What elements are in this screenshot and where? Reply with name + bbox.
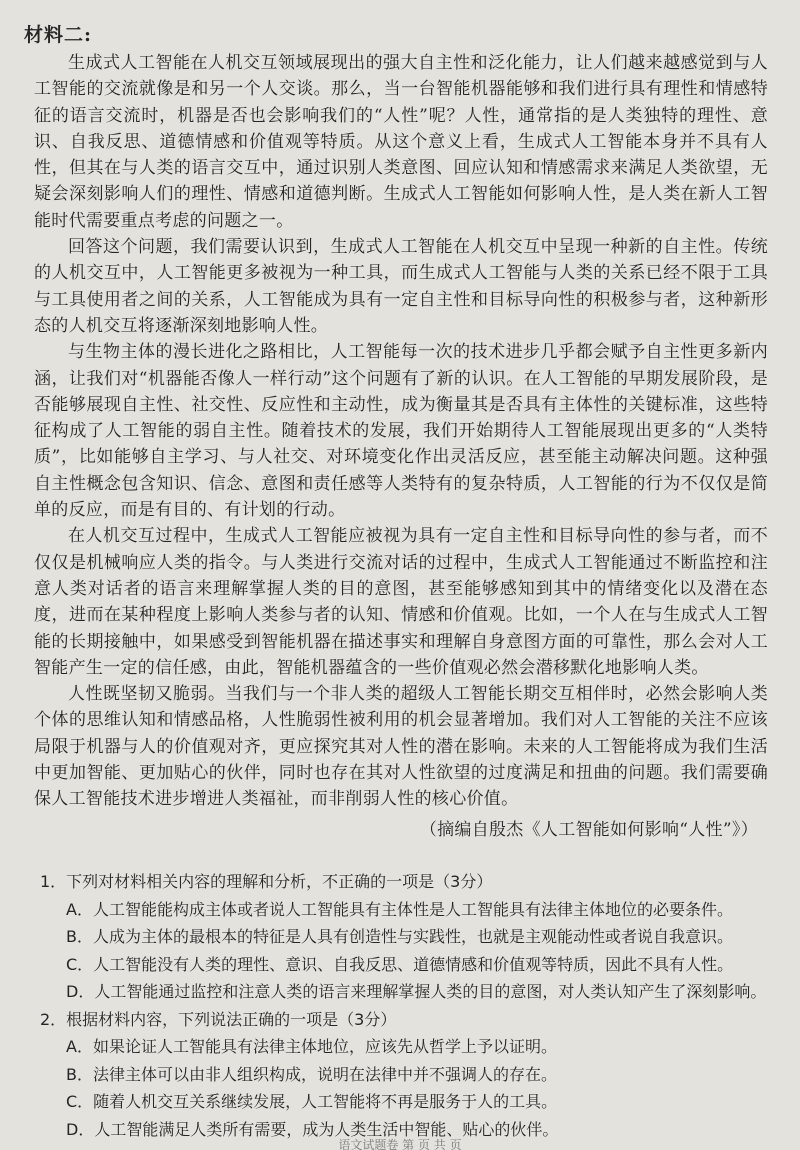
paragraph: 生成式人工智能在人机交互领域展现出的强大自主性和泛化能力，让人们越来越感觉到与人工智能的交流就像是和另一个人交谈。那么，当一台智能机器能够和我们进行具有理性和情感特征的语言交流时，机器是否也会影响我们的“人性”呢？人性，通常指的是人类独特的理性、意识、自我反思、道德情感和价值观等特质。从这个意义上看，生成式人工智能本身并不具有人性，但其在与人类的语言交互中，通过识别人类意图、回应认知和情感需求来满足人类欲望，无疑会深刻影响人们的理性、情感和道德判断。生成式人工智能如何影响人性，是人类在新人工智能时代需要重点考虑的问题之一。 — [34, 53, 768, 231]
option-d: D．人工智能满足人类所有需要，成为人类生活中智能、贴心的伙伴。 — [66, 1119, 559, 1139]
option-b: B．人成为主体的最根本的特征是人具有创造性与实践性，也就是主观能动性或者说自我意识。 — [66, 927, 733, 946]
material-passage — [34, 50, 768, 843]
source-citation: （摘编自殷杰《人工智能如何影响“人性”》） — [419, 819, 758, 840]
paragraph: 回答这个问题，我们需要认识到，生成式人工智能在人机交互中呈现一种新的自主性。传统的人机交互中，人工智能更多被视为一种工具，而生成式人工智能与人类的关系已经不限于工具与工具使用者之间的关系，人工智能成为具有一定自主性和目标导向性的积极参与者，这种新形态的人机交互将逐渐深刻地影响人性。 — [34, 237, 768, 336]
option-c: C．随着人机交互关系继续发展，人工智能将不再是服务于人的工具。 — [66, 1092, 558, 1111]
option-b: B．法律主体可以由非人组织构成，说明在法律中并不强调人的存在。 — [66, 1064, 557, 1084]
material-heading: 材料二: — [24, 24, 93, 46]
option-d: D．人工智能通过监控和注意人类的语言来理解掌握人类的目的意图，对人类认知产生了深刻影响。 — [66, 982, 767, 1001]
option-list — [66, 896, 780, 1006]
question-stem: 2．根据材料内容，下列说法正确的一项是（3分） — [40, 1009, 397, 1029]
question-2 — [40, 1006, 780, 1144]
page-footer: 语文试题卷 第 页 共 页 — [338, 1138, 462, 1150]
questions-section — [40, 868, 780, 1143]
paragraph: 人性既坚韧又脆弱。当我们与一个非人类的超级人工智能长期交互相伴时，必然会影响人类个体的思维认知和情感品格，人性脆弱性被利用的机会显著增加。我们对人工智能的关注不应该局限于机器与人的价值观对齐，更应探究其对人性的潜在影响。未来的人工智能将成为我们生活中更加智能、更加贴心的伙伴，同时也存在其对人性欲望的过度满足和扭曲的问题。我们需要确保人工智能技术进步增进人类福祉，而非削弱人性的核心价值。 — [34, 684, 768, 810]
paragraph: 在人机交互过程中，生成式人工智能应被视为具有一定自主性和目标导向性的参与者，而不仅仅是机械响应人类的指令。与人类进行交流对话的过程中，生成式人工智能通过不断监控和注意人类对话者的语言来理解掌握人类的目的意图，甚至能够感知到其中的情绪变化以及潜在态度，进而在某种程度上影响人类参与者的认知、情感和价值观。比如，一个人在与生成式人工智能的长期接触中，如果感受到智能机器在描述事实和理解自身意图方面的可靠性，那么会对人工智能产生一定的信任感，由此，智能机器蕴含的一些价值观必然会潜移默化地影响人类。 — [34, 526, 768, 678]
question-stem: 1．下列对材料相关内容的理解和分析，不正确的一项是（3分） — [40, 872, 493, 891]
option-a: A．人工智能能构成主体或者说人工智能具有主体性是人工智能具有法律主体地位的必要条件。 — [66, 899, 733, 919]
question-1 — [40, 868, 780, 1006]
option-c: C．人工智能没有人类的理性、意识、自我反思、道德情感和价值观等特质，因此不具有人性。 — [66, 954, 734, 974]
option-a: A．如果论证人工智能具有法律主体地位，应该先从哲学上予以证明。 — [66, 1037, 557, 1056]
option-list — [66, 1033, 780, 1143]
paragraph: 与生物主体的漫长进化之路相比，人工智能每一次的技术进步几乎都会赋予自主性更多新内涵，让我们对“机器能否像人一样行动”这个问题有了新的认识。在人工智能的早期发展阶段，是否能够展现自主性、社交性、反应性和主动性，成为衡量其是否具有主体性的关键标准，这些特征构成了人工智能的弱自主性。随着技术的发展，我们开始期待人工智能展现出更多的“人类特质”，比如能够自主学习、与人社交、对环境变化作出灵活反应，甚至能主动解决问题。这种强自主性概念包含知识、信念、意图和责任感等人类特有的复杂特质，人工智能的行为不仅仅是简单的反应，而是有目的、有计划的行动。 — [34, 342, 768, 521]
